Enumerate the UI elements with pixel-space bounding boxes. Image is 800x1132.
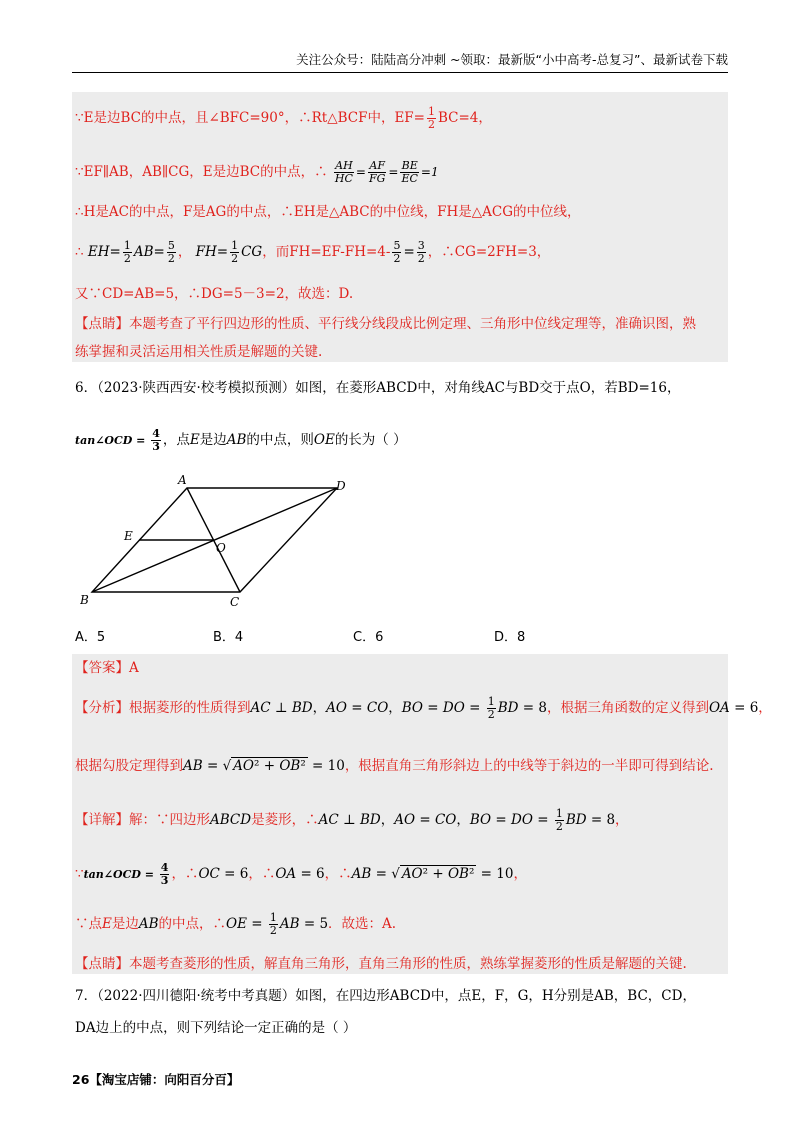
analysis-line-2: 根据勾股定理得到AB = √ AO² + OB² = 10，根据直角三角形斜边上的中线等于斜边的一半即可得到结论. <box>75 758 714 774</box>
option-c[interactable]: C．6 <box>353 630 384 645</box>
solution-line-1: ∵E是边BC的中点，且∠BFC=90°，∴Rt△BCF中，EF= $\frac{1}{2}$ BC=4， <box>75 105 492 131</box>
answer-line: 【答案】A <box>75 660 139 676</box>
solution-line-3: ∴H是AC的中点，F是AG的中点，∴EH是△ABC的中位线，FH是△ACG的中位线， <box>75 204 581 220</box>
question-6-line-2: tan∠OCD = $\frac{4}{3}$ ，点E是边AB的中点，则OE的长为（ ） <box>75 427 407 453</box>
page-number: 26 <box>72 1072 90 1087</box>
detail-line-3: ∵点E是边AB的中点，∴OE = $\frac{1}{2}$ AB = 5．故选：A. <box>75 911 397 937</box>
comment-line-2: 练掌握和灵活运用相关性质是解题的关键. <box>75 344 323 360</box>
question-6-line-1: 6．（2023·陕西西安·校考模拟预测）如图，在菱形ABCD中，对角线AC与BD交于点O，若BD=16， <box>75 380 681 396</box>
question-7-line-1: 7．（2022·四川德阳·统考中考真题）如图，在四边形ABCD中，点E，F，G，H分别是AB，BC，CD， <box>75 988 696 1004</box>
analysis-line-1: 【分析】根据菱形的性质得到AC ⊥ BD，AO = CO，BO = DO = $\frac{1}{2}$ BD = 8，根据三角函数的定义得到OA = 6， <box>75 695 772 721</box>
comment-6: 【点睛】本题考查菱形的性质，解直角三角形，直角三角形的性质，熟练掌握菱形的性质是解题的关键. <box>75 956 687 972</box>
label-d: D <box>336 479 346 493</box>
option-b[interactable]: B．4 <box>213 630 244 645</box>
detail-line-2: ∵tan∠OCD = $\frac{4}{3}$ ，∴OC = 6，∴OA = 6，∴AB = √ AO² + OB² = 10， <box>75 861 527 887</box>
page-footer <box>72 1070 239 1088</box>
solution-line-2: ∵EF∥AB，AB∥CG，E是边BC的中点，∴ $\frac{AH}{HC}$ = $\frac{AF}{FG}$ = $\frac{BE}{EC}$ =1 <box>75 159 439 185</box>
label-o: O <box>216 541 226 555</box>
comment-line-1: 【点睛】本题考查了平行四边形的性质、平行线分线段成比例定理、三角形中位线定理等，准确识图，熟 <box>75 316 696 332</box>
label-b: B <box>80 593 89 607</box>
option-d[interactable]: D．8 <box>494 630 526 645</box>
solution-line-4: ∴ EH= $\frac{1}{2}$ AB= $\frac{5}{2}$ ， FH= $\frac{1}{2}$ CG，而FH=EF-FH=4- $\frac{5}{2}$ = $\frac{3}{2}$ ，∴CG=2FH=3， <box>75 239 551 265</box>
solution-line-5: 又∵CD=AB=5，∴DG=5－3=2，故选：D. <box>75 286 354 302</box>
label-c: C <box>230 595 240 609</box>
option-a[interactable]: A．5 <box>75 630 106 645</box>
footer-text: 【淘宝店铺：向阳百分百】 <box>89 1072 240 1087</box>
question-7-line-2: DA边上的中点，则下列结论一定正确的是（ ） <box>75 1020 357 1036</box>
label-e: E <box>124 529 133 543</box>
rhombus-figure <box>80 470 360 610</box>
label-a: A <box>178 473 187 487</box>
page-header: 关注公众号：陆陆高分冲刺 ~领取：最新版“小中高考-总复习”、最新试卷下载 <box>72 50 728 73</box>
detail-line-1: 【详解】解：∵四边形ABCD是菱形，∴AC ⊥ BD，AO = CO，BO = DO = $\frac{1}{2}$ BD = 8， <box>75 807 629 833</box>
